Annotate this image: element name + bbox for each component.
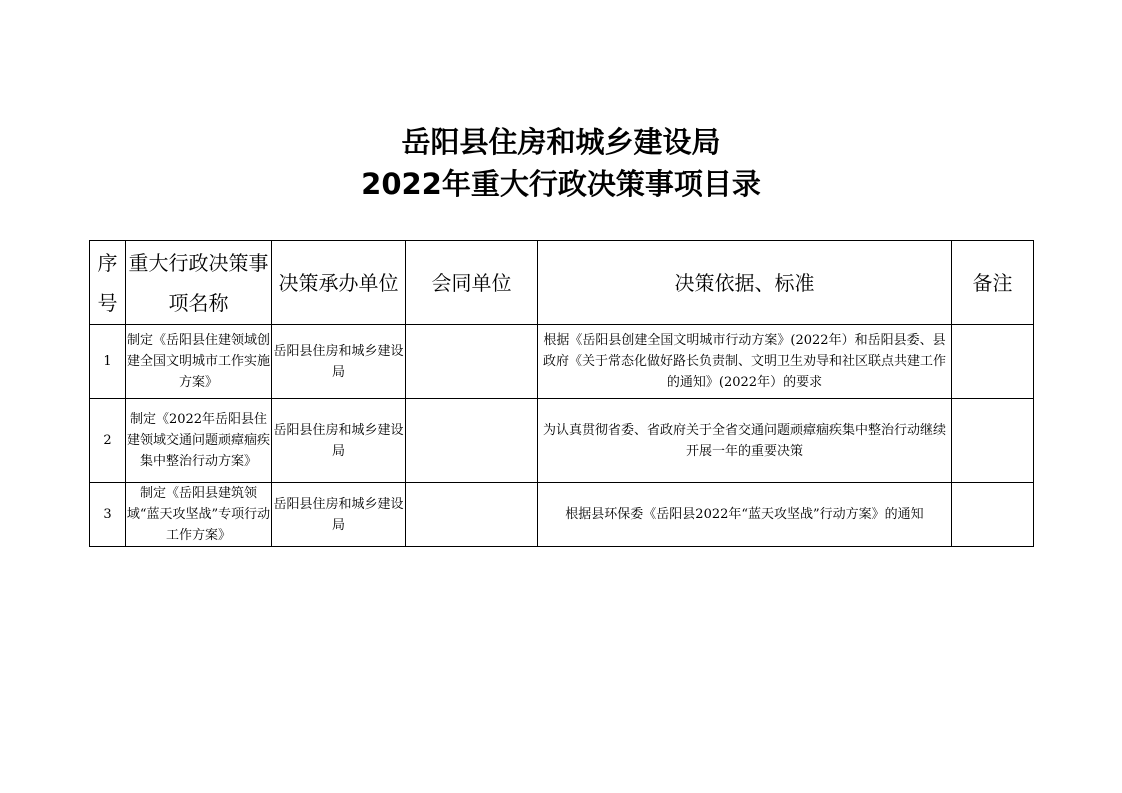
document-subtitle: 2022年重大行政决策事项目录	[361, 167, 761, 201]
row-co-unit	[406, 483, 538, 547]
header-remark: 备注	[952, 241, 1034, 325]
row-undertaker: 岳阳县住房和城乡建设局	[272, 325, 406, 399]
row-name: 制定《岳阳县住建领域创建全国文明城市工作实施方案》	[126, 325, 272, 399]
row-remark	[952, 325, 1034, 399]
row-basis: 根据县环保委《岳阳县2022年“蓝天攻坚战”行动方案》的通知	[538, 483, 952, 547]
header-undertaker: 决策承办单位	[272, 241, 406, 325]
row-basis: 根据《岳阳县创建全国文明城市行动方案》(2022年）和岳阳县委、县政府《关于常态化做好路长负责制、文明卫生劝导和社区联点共建工作的通知》(2022年）的要求	[538, 325, 952, 399]
row-remark	[952, 399, 1034, 483]
row-undertaker: 岳阳县住房和城乡建设局	[272, 483, 406, 547]
table-row	[90, 483, 1034, 547]
row-no: 2	[90, 399, 126, 483]
header-basis: 决策依据、标准	[538, 241, 952, 325]
row-no: 3	[90, 483, 126, 547]
row-name: 制定《2022年岳阳县住建领域交通问题顽瘴痼疾集中整治行动方案》	[126, 399, 272, 483]
row-co-unit	[406, 325, 538, 399]
decision-directory-table	[89, 240, 1034, 547]
document-title: 岳阳县住房和城乡建设局	[401, 125, 721, 159]
row-undertaker: 岳阳县住房和城乡建设局	[272, 399, 406, 483]
header-name: 重大行政决策事项名称	[126, 241, 272, 325]
header-co-unit: 会同单位	[406, 241, 538, 325]
row-co-unit	[406, 399, 538, 483]
table-row	[90, 399, 1034, 483]
header-no: 序号	[90, 241, 126, 325]
row-remark	[952, 483, 1034, 547]
row-no: 1	[90, 325, 126, 399]
row-basis: 为认真贯彻省委、省政府关于全省交通问题顽瘴痼疾集中整治行动继续开展一年的重要决策	[538, 399, 952, 483]
table-header-row	[90, 241, 1034, 325]
table-row	[90, 325, 1034, 399]
row-name: 制定《岳阳县建筑领域“蓝天攻坚战”专项行动工作方案》	[126, 483, 272, 547]
